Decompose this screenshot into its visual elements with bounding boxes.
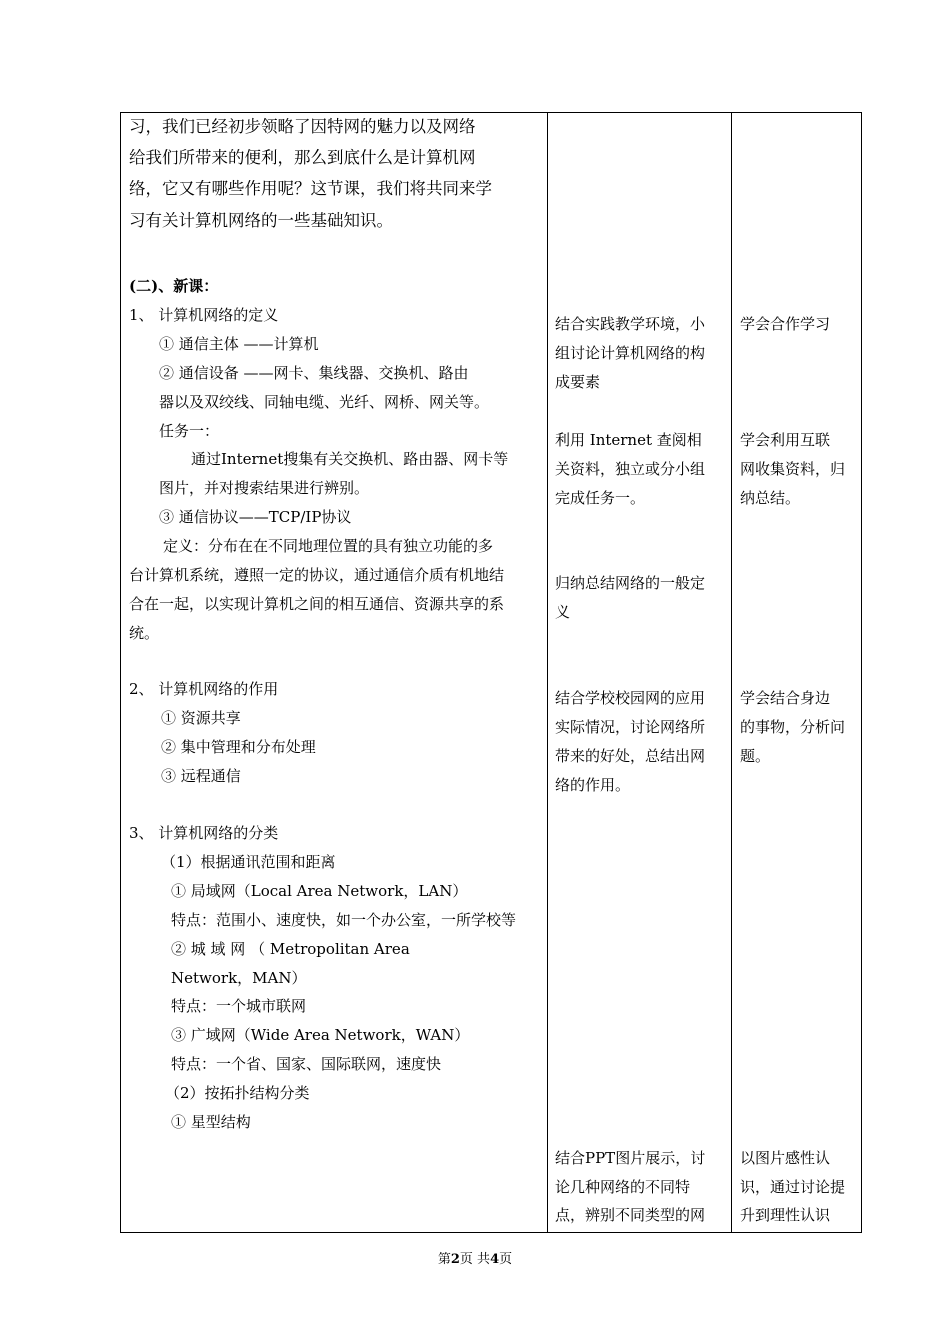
total-page-number: 4: [490, 1252, 500, 1267]
section-1-item: ① 通信主体 ——计算机: [159, 335, 319, 353]
activity-line: 论几种网络的不同特: [555, 1178, 691, 1196]
column-divider: [731, 113, 732, 1232]
classification-heading: （2）按拓扑结构分类: [165, 1084, 310, 1102]
goal-line: 学会利用互联: [740, 431, 831, 449]
current-page-number: 2: [450, 1252, 460, 1267]
network-type: ③ 广域网（Wide Area Network，WAN）: [171, 1026, 470, 1044]
definition-line: 定义：分布在在不同地理位置的具有独立功能的多: [163, 537, 494, 555]
task-1-text: 通过Internet搜集有关交换机、路由器、网卡等: [191, 450, 509, 468]
activity-line: 结合学校校园网的应用: [555, 689, 706, 707]
section-1-item-cont: 器以及双绞线、同轴电缆、光纤、网桥、网关等。: [159, 393, 490, 411]
goal-line: 升到理性认识: [740, 1206, 831, 1224]
network-type-cont: Network，MAN）: [171, 969, 307, 987]
intro-line: 络，它又有哪些作用呢？这节课，我们将共同来学: [129, 179, 492, 198]
column-divider: [547, 113, 548, 1232]
topology-item: ① 星型结构: [171, 1113, 251, 1131]
intro-line: 给我们所带来的便利，那么到底什么是计算机网: [129, 148, 476, 167]
footer-text: 第: [437, 1252, 451, 1267]
section-1-item: ② 通信设备 ——网卡、集线器、交换机、路由: [159, 364, 469, 382]
definition-line: 统。: [129, 624, 160, 642]
activity-line: 利用 Internet 查阅相: [555, 431, 702, 449]
page-footer: [0, 1251, 950, 1269]
activity-line: 成要素: [555, 373, 601, 391]
definition-line: 台计算机系统，遵照一定的协议，通过通信介质有机地结: [129, 566, 505, 584]
intro-line: 习有关计算机网络的一些基础知识。: [129, 211, 393, 230]
section-2-item: ③ 远程通信: [161, 767, 241, 785]
activity-line: 带来的好处，总结出网: [555, 747, 706, 765]
network-feature: 特点：一个城市联网: [171, 997, 307, 1015]
new-lesson-heading: (二)、新课：: [129, 277, 219, 295]
section-2-item: ① 资源共享: [161, 709, 241, 727]
goal-line: 的事物，分析问: [740, 718, 846, 736]
network-type: ① 局域网（Local Area Network，LAN）: [171, 882, 468, 900]
definition-line: 合在一起，以实现计算机之间的相互通信、资源共享的系: [129, 595, 505, 613]
goal-line: 以图片感性认: [740, 1149, 831, 1167]
section-3-title: 3、 计算机网络的分类: [129, 824, 279, 842]
section-2-item: ② 集中管理和分布处理: [161, 738, 316, 756]
activity-line: 完成任务一。: [555, 489, 646, 507]
network-feature: 特点：范围小、速度快，如一个办公室，一所学校等: [171, 911, 517, 929]
intro-line: 习，我们已经初步领略了因特网的魅力以及网络: [129, 117, 476, 136]
activity-line: 结合实践教学环境，小: [555, 315, 706, 333]
classification-heading: （1）根据通讯范围和距离: [161, 853, 336, 871]
section-2-title: 2、 计算机网络的作用: [129, 680, 279, 698]
activity-line: 结合PPT图片展示，讨: [555, 1149, 706, 1167]
network-type: ② 城 域 网 （ Metropolitan Area: [171, 940, 410, 958]
network-feature: 特点：一个省、国家、国际联网，速度快: [171, 1055, 442, 1073]
goal-line: 学会合作学习: [740, 315, 831, 333]
goal-line: 题。: [740, 747, 771, 765]
goal-line: 识，通过讨论提: [740, 1178, 846, 1196]
footer-text: 页 共: [459, 1252, 491, 1267]
activity-line: 实际情况，讨论网络所: [555, 718, 706, 736]
goal-line: 网收集资料，归: [740, 460, 846, 478]
activity-line: 关资料，独立或分小组: [555, 460, 706, 478]
activity-line: 组讨论计算机网络的构: [555, 344, 706, 362]
section-1-title: 1、 计算机网络的定义: [129, 306, 279, 324]
goal-line: 纳总结。: [740, 489, 801, 507]
activity-line: 归纳总结网络的一般定: [555, 574, 706, 592]
goal-line: 学会结合身边: [740, 689, 831, 707]
section-1-item: ③ 通信协议——TCP/IP协议: [159, 508, 352, 526]
activity-line: 义: [555, 603, 571, 621]
activity-line: 点，辨别不同类型的网: [555, 1206, 706, 1224]
task-1-text: 图片，并对搜索结果进行辨别。: [159, 479, 370, 497]
task-1-label: 任务一：: [159, 422, 220, 440]
footer-text: 页: [499, 1252, 513, 1267]
activity-line: 络的作用。: [555, 776, 631, 794]
lesson-plan-table: [120, 112, 862, 1233]
